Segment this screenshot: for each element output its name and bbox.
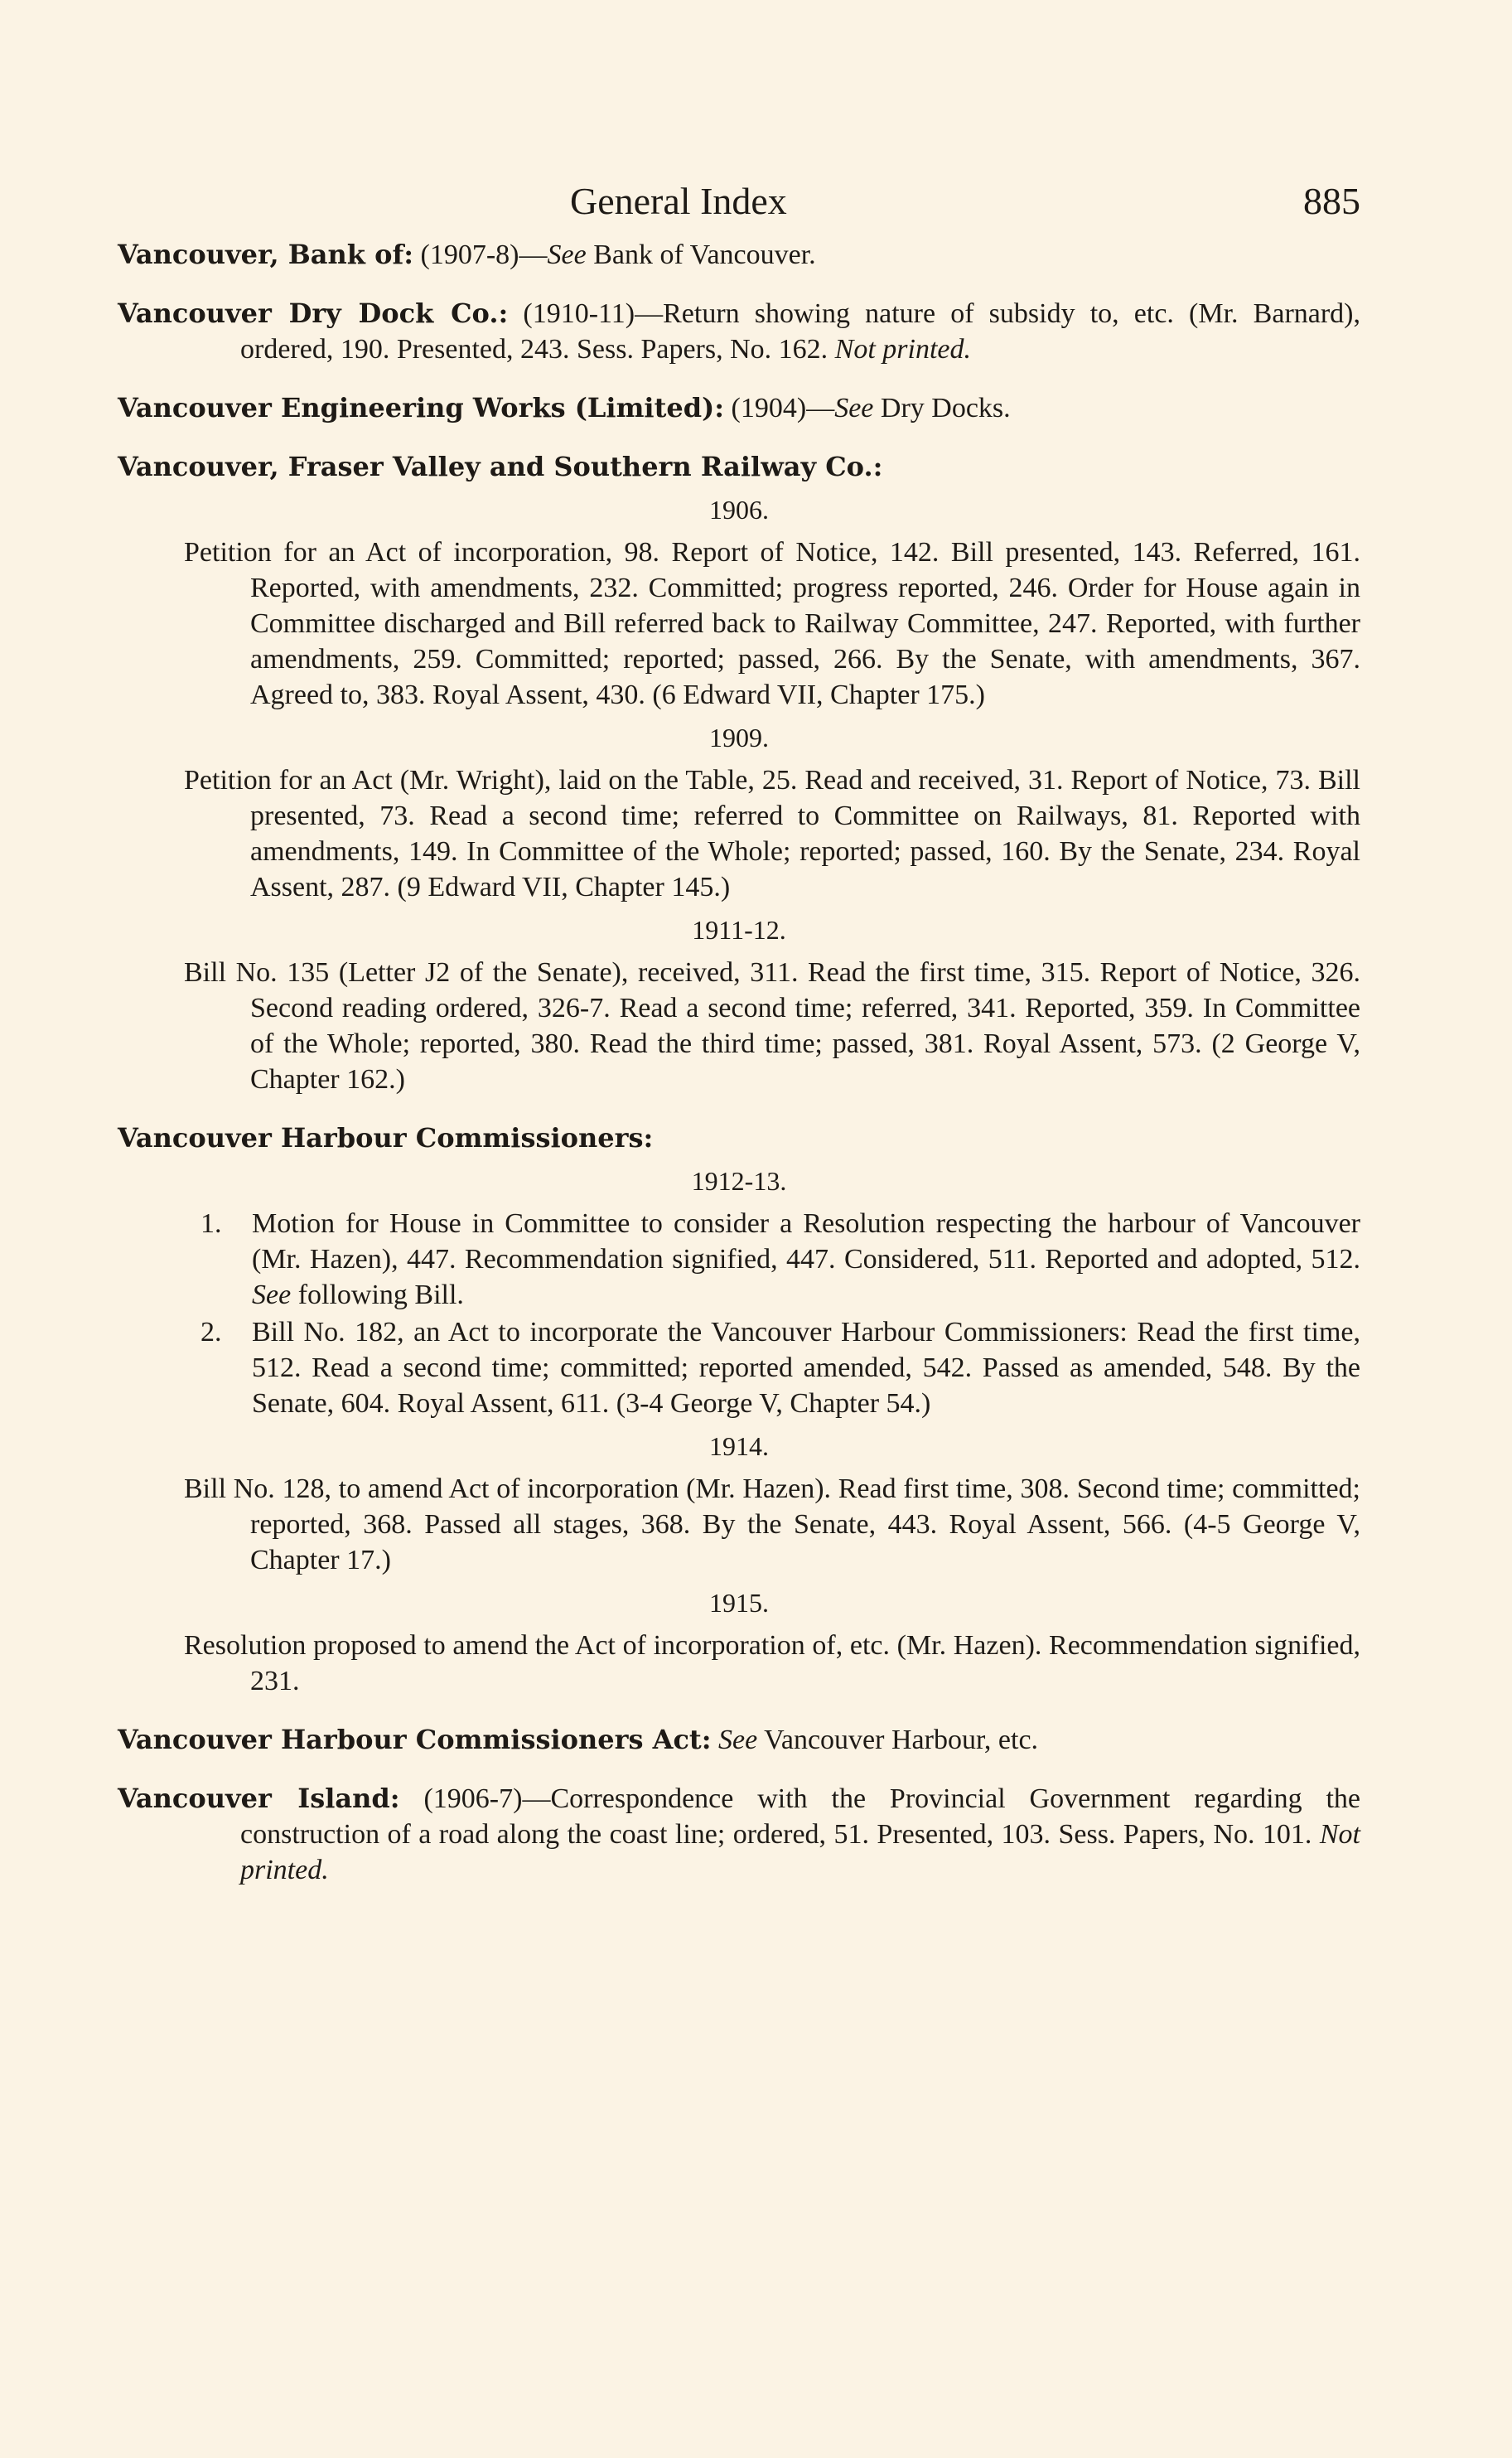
year-text: Bill No. 128, to amend Act of incorporation (Mr. Hazen). Read first time, 308. Second time; committed; reported, 368. Passed all stages, 368. By the Senate, 443. Royal Assent, 566. (4-5 George V, Chapter 17.) xyxy=(184,1473,1360,1575)
year-text: Resolution proposed to amend the Act of incorporation of, etc. (Mr. Hazen). Recommendation signified, 231. xyxy=(184,1630,1360,1696)
entry-harbour-commissioners-act xyxy=(118,1722,1360,1758)
entry-dry-dock xyxy=(118,296,1360,367)
item-text: following Bill. xyxy=(297,1280,464,1310)
item-text: Bill No. 182, an Act to incorporate the Vancouver Harbour Commissioners: Read the first time, 512. Read a second time; committed; reported amended, 542. Passed as amended, 548. By the Senate, 604. Royal Assent, 611. (3-4 George V, Chapter 54.) xyxy=(252,1317,1360,1419)
entry-text: Bank of Vancouver. xyxy=(593,240,816,270)
item-text: Motion for House in Committee to consider a Resolution respecting the harbour of Vancouver (Mr. Hazen), 447. Recommendation signified, 447. Considered, 511. Reported and adopted, 512. xyxy=(252,1208,1360,1275)
year-heading: 1912-13. xyxy=(691,1166,787,1196)
entry-text: (1906-7)—Correspondence with the Provincial Government regarding the construction of a road along the coast line; ordered, 51. Presented, 103. Sess. Papers, No. 101. xyxy=(240,1783,1360,1850)
entry-vancouver-island xyxy=(118,1781,1360,1888)
year-heading: 1906. xyxy=(709,495,769,525)
entry-text: Dry Docks. xyxy=(880,393,1011,423)
entry-heading: Vancouver, Bank of: xyxy=(118,239,414,270)
entry-text: (1907-8)— xyxy=(420,240,548,270)
entry-text: Vancouver Harbour, etc. xyxy=(764,1725,1039,1755)
year-heading: 1909. xyxy=(709,723,769,752)
entry-harbour-commissioners xyxy=(118,1120,1360,1699)
entry-heading: Vancouver Island: xyxy=(118,1783,400,1814)
entry-heading: Vancouver Dry Dock Co.: xyxy=(118,298,509,329)
see-reference: See xyxy=(547,240,587,270)
index-page xyxy=(118,179,1360,1911)
entry-text: (1910-11)—Return showing nature of subsidy to, etc. (Mr. Barnard), ordered, 190. Presented, 243. Sess. Papers, No. 162. xyxy=(240,298,1361,365)
entry-heading: Vancouver, Fraser Valley and Southern Railway Co.: xyxy=(118,451,883,482)
entry-bank-of-vancouver xyxy=(118,237,1360,273)
running-head xyxy=(118,179,1360,237)
entry-fraser-valley-railway xyxy=(118,449,1360,1097)
entry-heading: Vancouver Engineering Works (Limited): xyxy=(118,392,725,423)
year-text: Petition for an Act of incorporation, 98. Report of Notice, 142. Bill presented, 143. Referred, 161. Reported, with amendments, 232. Committed; progress reported, 246. Order for House again in Committee discharged and Bill referred back to Railway Committee, 247. Reported, with further amendments, 259. Committed; reported; passed, 266. By the Senate, with amendments, 367. Agreed to, 383. Royal Assent, 430. (6 Edward VII, Chapter 175.) xyxy=(184,537,1360,710)
item-number: 2. xyxy=(200,1317,222,1348)
entry-note: Not printed. xyxy=(240,1819,1360,1885)
entry-heading: Vancouver Harbour Commissioners: xyxy=(118,1122,654,1154)
entry-text: (1904)— xyxy=(731,393,835,423)
entry-heading: Vancouver Harbour Commissioners Act: xyxy=(118,1724,712,1755)
page-number: 885 xyxy=(1303,180,1360,222)
see-reference: See xyxy=(834,393,874,423)
numbered-item xyxy=(118,1314,1360,1421)
year-heading: 1914. xyxy=(709,1431,769,1461)
page-title: General Index xyxy=(570,180,787,222)
year-heading: 1915. xyxy=(709,1588,769,1618)
item-number: 1. xyxy=(200,1208,222,1239)
year-text: Petition for an Act (Mr. Wright), laid on the Table, 25. Read and received, 31. Report of Notice, 73. Bill presented, 73. Read a second time; referred to Committee on Railways, 81. Reported with amendments, 149. In Committee of the Whole; reported; passed, 160. By the Senate, 234. Royal Assent, 287. (9 Edward VII, Chapter 145.) xyxy=(184,765,1360,902)
numbered-item xyxy=(118,1206,1360,1313)
see-reference: See xyxy=(252,1280,292,1310)
entry-engineering-works xyxy=(118,390,1360,426)
see-reference: See xyxy=(718,1725,758,1755)
year-heading: 1911-12. xyxy=(692,915,786,945)
year-text: Bill No. 135 (Letter J2 of the Senate), received, 311. Read the first time, 315. Report of Notice, 326. Second reading ordered, 326-7. Read a second time; referred, 341. Reported, 359. In Committee of the Whole; reported, 380. Read the third time; passed, 381. Royal Assent, 573. (2 George V, Chapter 162.) xyxy=(184,957,1360,1095)
entry-note: Not printed. xyxy=(834,334,972,365)
